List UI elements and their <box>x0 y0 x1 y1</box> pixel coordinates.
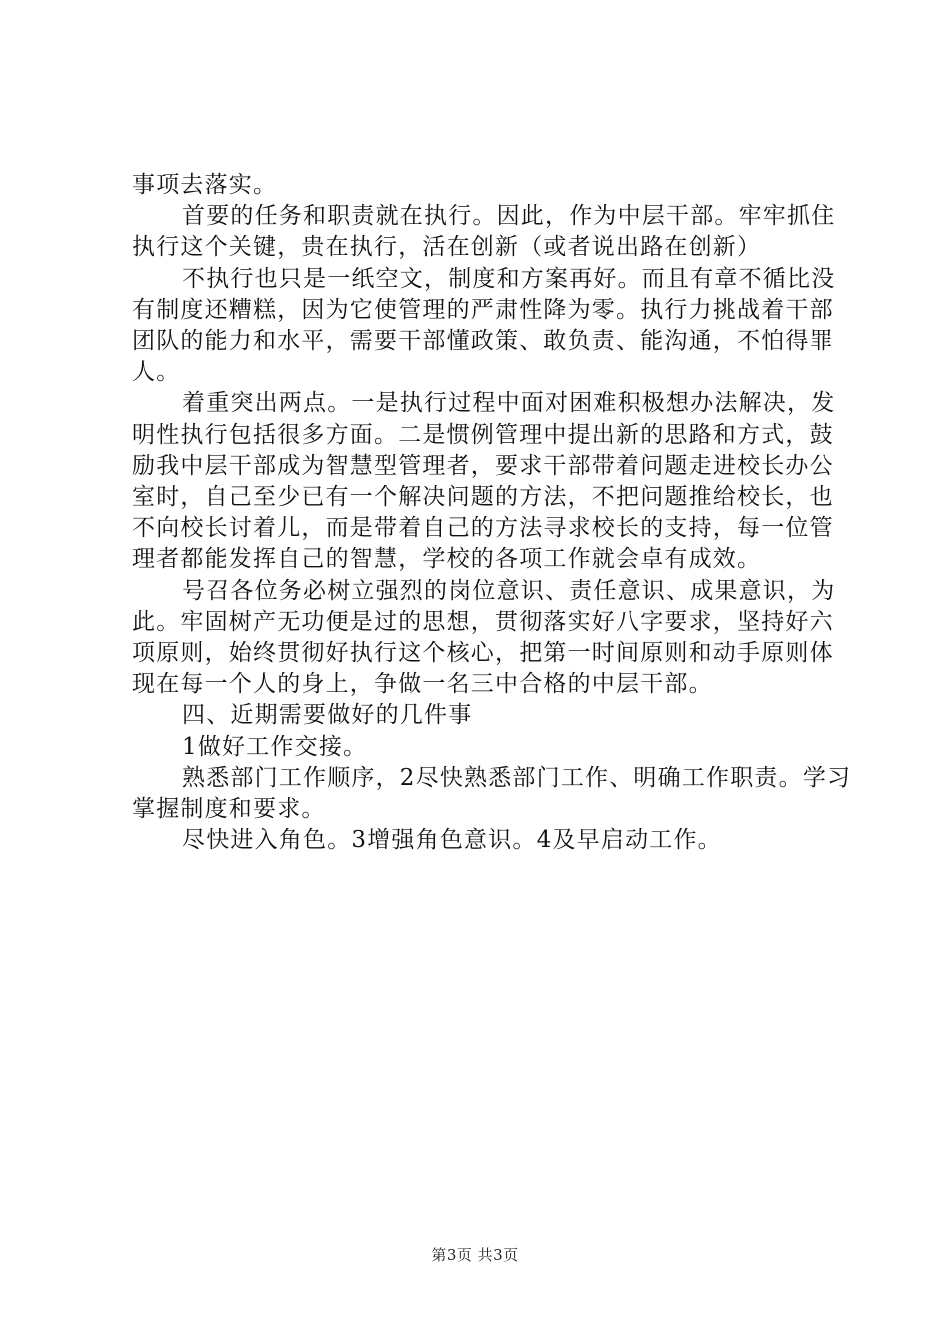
document-body <box>132 170 852 856</box>
list-item-3: 尽快进入角色。3增强角色意识。4及早启动工作。 <box>182 827 722 854</box>
paragraph-2: 首要的任务和职责就在执行。因此，作为中层干部。牢牢抓住执行这个关键，贵在执行，活在创新（或者说出路在创新） <box>132 203 836 261</box>
paragraph-4: 着重突出两点。一是执行过程中面对困难积极想办法解决，发明性执行包括很多方面。二是惯例管理中提出新的思路和方式，鼓励我中层干部成为智慧型管理者，要求干部带着问题走进校长办公室时，自己至少已有一个解决问题的方法，不把问题推给校长，也不向校长讨着儿，而是带着自己的方法寻求校长的支持，每一位管理者都能发挥自己的智慧，学校的各项工作就会卓有成效。 <box>132 390 836 573</box>
paragraph-3: 不执行也只是一纸空文，制度和方案再好。而且有章不循比没有制度还糟糕，因为它使管理的严肃性降为零。执行力挑战着干部团队的能力和水平，需要干部懂政策、敢负责、能沟通，不怕得罪人。 <box>132 265 836 386</box>
page-footer: 第3页 共3页 <box>431 1246 519 1264</box>
paragraph-1: 事项去落实。 <box>132 172 278 198</box>
section-heading: 四、近期需要做好的几件事 <box>182 702 473 729</box>
list-item-2: 熟悉部门工作顺序，2尽快熟悉部门工作、明确工作职责。学习掌握制度和要求。 <box>132 764 852 823</box>
paragraph-5: 号召各位务必树立强烈的岗位意识、责任意识、成果意识，为此。牢固树产无功便是过的思想，贯彻落实好八字要求，坚持好六项原则，始终贯彻好执行这个核心，把第一时间原则和动手原则体现在每一个人的身上，争做一名三中合格的中层干部。 <box>132 577 836 698</box>
list-item-1: 1做好工作交接。 <box>182 733 368 760</box>
